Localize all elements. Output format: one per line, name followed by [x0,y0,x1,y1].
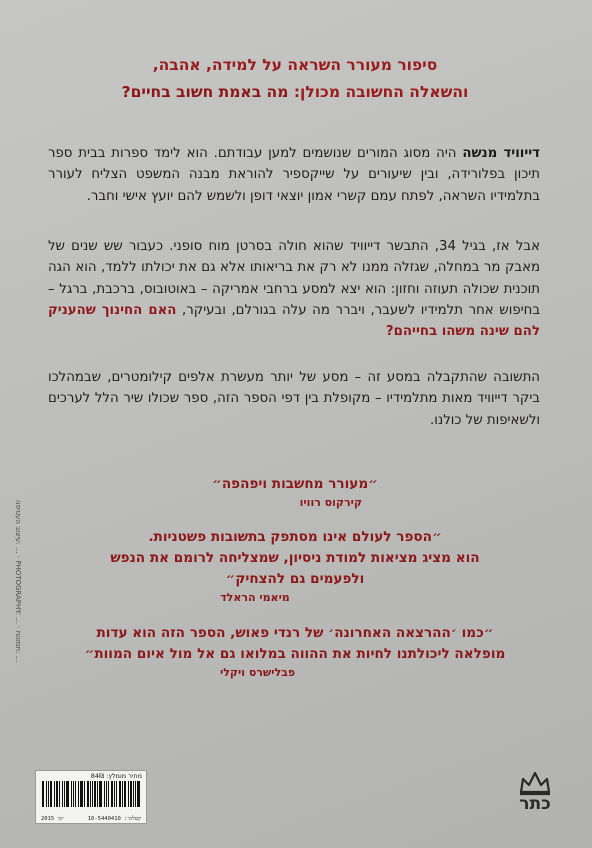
paragraph-1-text: היה מסוג המורים שנושמים למען עבודתם. הוא לימד ספרות בבית ספר תיכון בפלורידה, ובין שיעורים על שייקספיר להוראת מבנה המשפט הצליח לעורר בתלמידיו השראה, לפתח עמם קשרי אמון יוצאי דופן ולשמש להם יועץ אישי וחבר. [48,146,540,204]
barcode-stripe [104,781,106,807]
barcode-stripe [133,781,134,807]
barcode-stripe [62,781,63,807]
heading-line-1: סיפור מעורר השראה על למידה, אהבה, [152,56,438,74]
barcode-stripe [137,781,140,807]
barcode-stripe [73,781,74,807]
blurb-paragraph-1 [48,143,540,207]
heading-line-2-lead: והשאלה החשובה מכולן: [288,83,469,101]
quote-3-line-1: ״כמו ׳ההרצאה האחרונה׳ של רנדי פאוש, הספר הזה הוא עדות [96,625,494,641]
barcode-stripe [42,781,44,807]
barcode-stripe [84,781,85,807]
barcode-stripe [106,781,107,807]
barcode [35,770,147,824]
quote-3-source: פבלישרס ויקלי [220,666,296,679]
price-label: מחיר מומלץ: 84₪ [90,772,142,780]
barcode-stripe [122,781,123,807]
barcode-stripe [97,781,98,807]
author-name: דייוויד מנשה [462,146,540,161]
paragraph-3-text: התשובה שהתקבלה במסע זה – מסע של יותר מעשרת אלפים קילומטרים, שבמהלכו ביקר דייוויד מאות מתלמידיו – מקופלת בין דפי הספר הזה, ספר שכולו שיר הלל לערכים ולשאיפות של כולנו. [48,370,540,428]
quote-2-source: מיאמי הראלד [220,591,290,604]
review-quote-1 [60,474,530,511]
barcode-stripe [119,781,122,807]
barcode-stripe [124,781,126,807]
barcode-stripe [111,781,113,807]
design-credit [10,500,24,740]
paragraph-2-text: אבל אז, בגיל 34, התבשר דייוויד שהוא חולה בסרטן מוח סופני. כעבור שש שנים של מאבק מר במחלה, שגזלה ממנו לא רק את בריאותו אלא גם את יכולתו ללמד, הוא הגה תוכנית שכולה תעוזה וחזון: הוא יצא למסע ברחבי אמריקה – באוטובוס, ברכבת, ברגל – בחיפוש אחר תלמידיו לשעבר, ויברר מה עלה בגורלם, ובעיקר, [48,239,541,318]
quote-1-source: קירקוס רוויו [299,496,362,509]
quote-2-line-1: ״הספר לעולם אינו מסתפק בתשובות פשטניות. [148,529,442,545]
quote-3-line-2: מופלאה ליכולתנו לחיות את ההווה במלואו גם אל מול איום המוות״ [84,646,506,662]
barcode-stripe [59,781,60,807]
barcode-stripe [94,781,96,807]
barcode-stripe [56,781,58,807]
barcode-stripe [46,781,47,807]
barcode-footer [41,816,141,822]
cover-heading [60,52,530,106]
barcode-stripe [116,781,117,807]
barcode-stripe [48,781,49,807]
barcode-stripe [78,781,79,807]
design-credit-text: עיצוב העטיפה: ... · PHOTOGRAPHY: ... · תמונות: ... [14,500,22,663]
heading-question: מה באמת חשוב בחיים? [121,83,289,101]
barcode-stripe [54,781,55,807]
publisher-logo [512,768,558,818]
barcode-date: יוני 2015 [41,816,64,822]
barcode-catalog-number: קטלוגי: 10-5440410 [87,816,141,822]
crown-icon [512,768,558,796]
barcode-stripe [99,781,102,807]
barcode-stripe [66,781,69,807]
barcode-stripe [92,781,93,807]
quote-1-line-1: ״מעורר מחשבות ויפהפה״ [212,476,378,492]
barcode-stripe [75,781,77,807]
review-quote-3 [60,623,530,681]
barcode-bars [42,781,140,807]
barcode-stripe [108,781,109,807]
barcode-stripe [114,781,115,807]
heading-line-2 [60,79,530,106]
publisher-name: כתר [519,794,551,814]
barcode-stripe [130,781,132,807]
barcode-stripe [128,781,129,807]
paragraph-2-question: האם החינוך שהעניק להם שינה משהו בחייהם? [48,302,540,340]
quote-2-line-3: ולפעמים גם להצחיק״ [225,571,365,587]
barcode-stripe [80,781,83,807]
barcode-stripe [71,781,72,807]
barcode-stripe [50,781,53,807]
quote-2-line-2: הוא מציג מציאות למודת ניסיון, שמצליחה לרומם את הנפש [110,550,480,566]
review-quote-2 [60,527,530,606]
blurb-paragraph-3 [48,367,540,431]
barcode-stripe [90,781,91,807]
blurb-paragraph-2 [48,236,540,342]
barcode-stripe [87,781,89,807]
barcode-stripe [135,781,136,807]
barcode-stripe [64,781,66,807]
